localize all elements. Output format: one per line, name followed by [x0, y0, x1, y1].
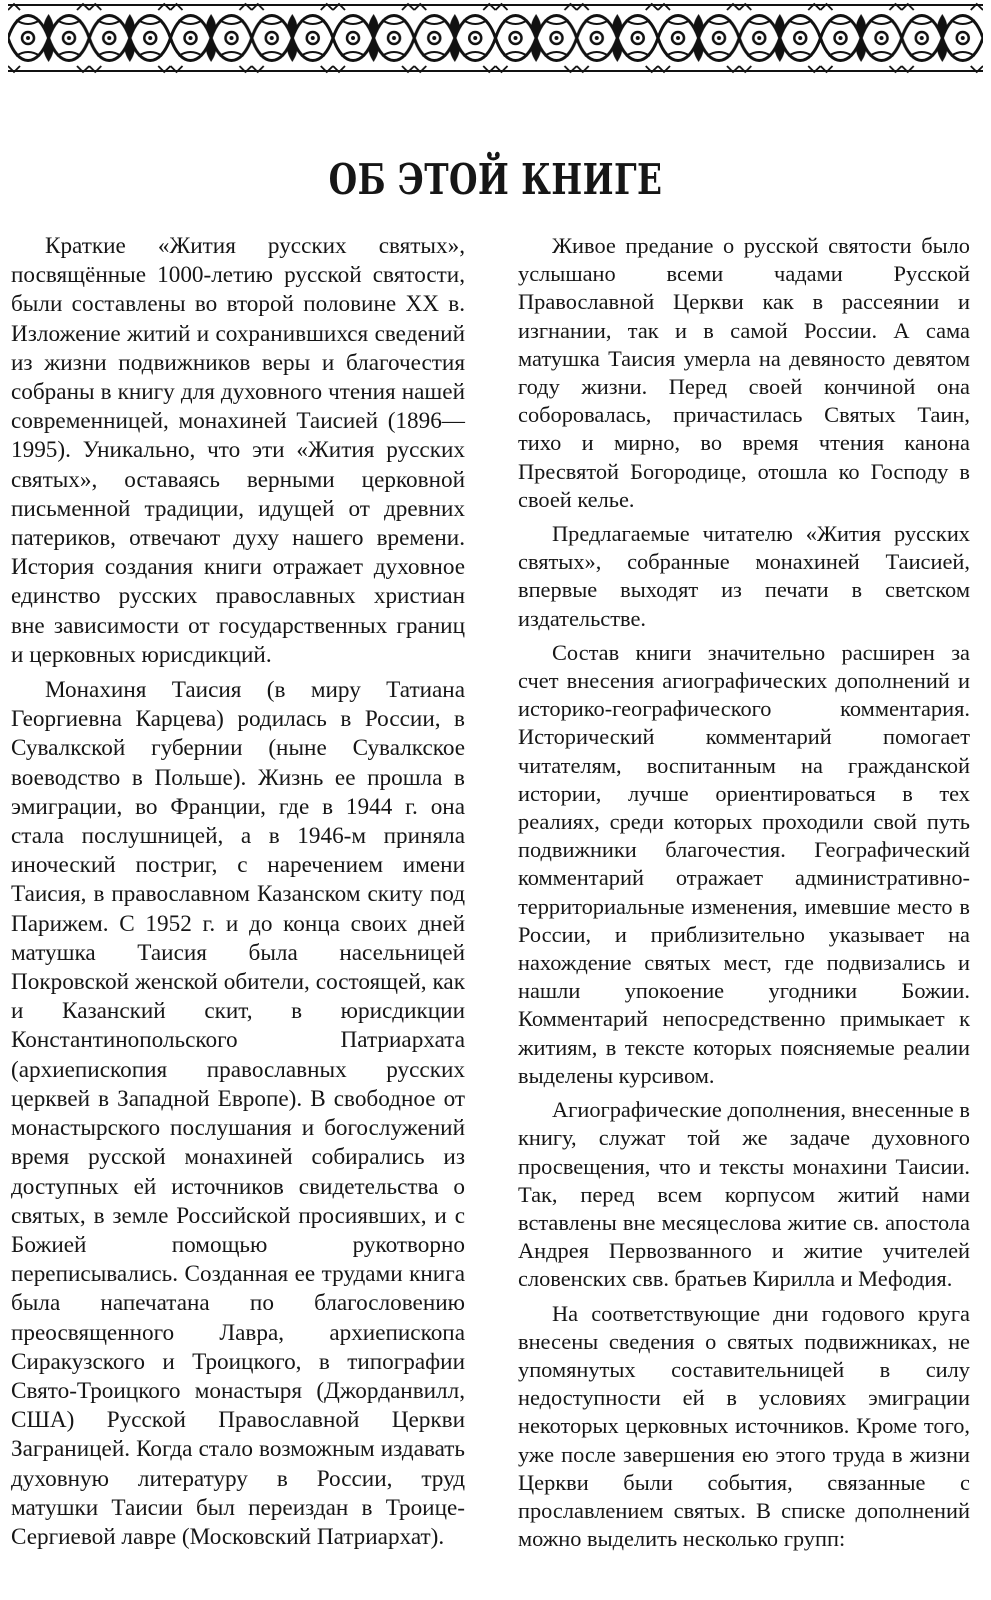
paragraph: Состав книги значительно расширен за счет внесения агиографических дополнений и историко-географического комментария. Исторический комментарий помогает читателям, воспитанным на гражданской истории, лучше ориентироваться в тех реалиях, среди которых проходили свой путь подвижники благочестия. Географический комментарий отражает административно-территориальные изменения, имевшие место в России, и приблизительно указывает на нахождение святых мест, где подвизались и нашли упокоение угодники Божии. Комментарий непосредственно примыкает к житиям, в тексте которых поясняемые реалии выделены курсивом.: [518, 639, 970, 1088]
right-column: [518, 232, 970, 1553]
ornamental-header-band: [8, 0, 983, 76]
paragraph: Краткие «Жития русских святых», посвящённые 1000-летию русской святости, были составлены во второй половине XX в. Изложение житий и сохранившихся сведений из жизни подвижников веры и благочестия собраны в книгу для духовного чтения нашей современницей, монахиней Таисией (1896—1995). Уникально, что эти «Жития русских святых», оставаясь верными церковной письменной традиции, идущей от древних патериков, отвечают духу нашего времени. История создания книги отражает духовное единство русских православных христиан вне зависимости от государственных границ и церковных юрисдикций.: [11, 233, 465, 668]
paragraph: Предлагаемые читателю «Жития русских святых», собранные монахиней Таисией, впервые выходят из печати в светском издательстве.: [518, 521, 970, 631]
paragraph: Монахиня Таисия (в миру Татиана Георгиевна Карцева) родилась в России, в Сувалкской губернии (ныне Сувалкское воеводство в Польше). Жизнь ее прошла в эмиграции, во Франции, где в 1944 г. она стала послушницей, а в 1946-м приняла иноческий постриг, с наречением имени Таисия, в православном Казанском скиту под Парижем. С 1952 г. и до конца своих дней матушка Таисия была насельницей Покровской женской обители, состоящей, как и Казанский скит, в юрисдикции Константинопольского Патриархата (архиепископия православных русских церквей в Западной Европе). В свободное от монастырского послушания и богослужений время русской монахиней собирались из доступных ей источников свидетельства о святых, в земле Российской просиявших, и с Божией помощью рукотворно переписывались. Созданная ее трудами книга была напечатана по благословению преосвященного Лавра, архиепископа Сиракузского и Троицкого, в типографии Свято-Троицкого монастыря (Джорданвилл, США) Русской Православной Церкви Заграницей. Когда стало возможным издавать духовную литературу в России, труд матушки Таисии был переиздан в Троице-Сергиевой лавре (Московский Патриархат).: [11, 677, 465, 1550]
page-title: ОБ ЭТОЙ КНИГЕ: [328, 155, 663, 204]
paragraph: Агиографические дополнения, внесенные в книгу, служат той же задаче духовного просвещения, что и тексты монахини Таисии. Так, перед всем корпусом житий нами вставлены вне месяцеслова житие св. апостола Андрея Первозванного и житие учителей словенских свв. братьев Кирилла и Мефодия.: [518, 1097, 970, 1292]
paragraph: На соответствующие дни годового круга внесены сведения о святых подвижниках, не упомянутых составительницей в силу недоступности ей в условиях эмиграции некоторых церковных источников. Кроме того, уже после завершения ею этого труда в жизни Церкви были события, связанные с прославлением святых. В списке дополнений можно выделить несколько групп:: [518, 1300, 970, 1552]
left-column: [11, 232, 465, 1552]
paragraph: Живое предание о русской святости было услышано всеми чадами Русской Православной Церкви как в рассеянии и изгнании, так и в самой России. А сама матушка Таисия умерла на девяносто девятом году жизни. Перед своей кончиной она соборовалась, причастилась Святых Таин, тихо и мирно, во время чтения канона Пресвятой Богородице, отошла ко Господу в своей келье.: [518, 233, 970, 512]
